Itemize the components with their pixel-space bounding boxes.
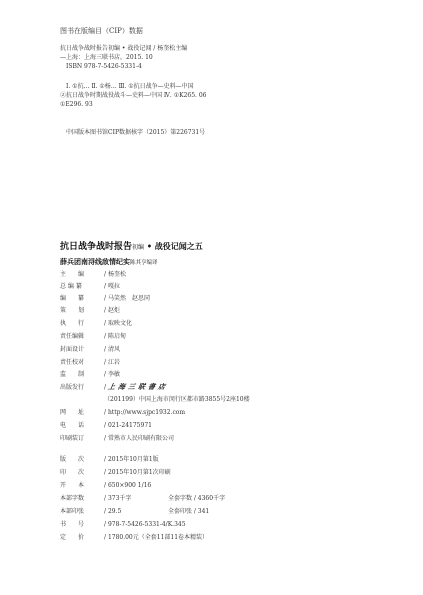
spec-row: 印 次 / 2015年10月第1次印刷 xyxy=(60,469,171,476)
spec-row: 本部印张 / 29.5 全套印张 / 341 xyxy=(60,508,210,515)
credit-row: 策 划 / 赵炬 xyxy=(60,307,120,314)
credit-row: 主 编 / 杨奎松 xyxy=(60,271,126,278)
publisher-website: http://www.sjpc1932.com xyxy=(107,409,186,416)
volume-title-text: 薛兵团南浔线敌情纪实 xyxy=(60,257,130,266)
credit-row: 总 编 纂 / 嘎拉 xyxy=(60,283,120,290)
cip-line: ②抗日战争时期战役战斗—史料—中国 Ⅳ. ①K265. 06 xyxy=(60,92,207,99)
book-title-main: 抗日战争战时报告 xyxy=(60,242,133,252)
cip-line: 抗日战争战时报告初编 • 战役记闻 / 杨奎松主编 xyxy=(60,45,188,52)
cip-line: ISBN 978-7-5426-5331-4 xyxy=(66,63,142,70)
spec-row: 本部字数 / 373千字 全套字数 / 4360千字 xyxy=(60,495,226,502)
spec-row: 定 价 / 1780.00元（全套11部11卷本精装） xyxy=(60,534,209,541)
cip-line: ①E296. 93 xyxy=(60,101,93,108)
volume-title xyxy=(60,257,158,267)
publisher-web-row: 网 址 / http://www.sjpc1932.com xyxy=(60,409,186,416)
spec-row: 版 次 / 2015年10月第1版 xyxy=(60,456,159,463)
cip-heading: 图书在版编目（CIP）数据 xyxy=(60,27,143,35)
credit-row: 编 纂 / 马笑然 赵思同 xyxy=(60,295,150,302)
book-series-part: 初编 xyxy=(132,244,145,251)
volume-editor: 陈其亨编译 xyxy=(130,260,158,266)
publisher-logo: 上海三联書店 xyxy=(107,382,169,391)
cip-record-number: 中国版本图书馆CIP数据核字（2015）第226731号 xyxy=(66,129,206,136)
cip-line: —上海：上海三联书店，2015. 10 xyxy=(60,54,153,61)
book-subtitle: • 战役记闻之五 xyxy=(144,241,203,251)
publisher-tel-row: 电 话 / 021-24175971 xyxy=(60,422,152,429)
publisher-phone: 021-24175971 xyxy=(107,422,152,429)
spec-row: 书 号 / 978-7-5426-5331-4/K.345 xyxy=(60,521,186,528)
spec-row: 开 本 / 650×900 1/16 xyxy=(60,482,152,489)
credit-row: 责任校对 / 江岩 xyxy=(60,359,120,366)
credit-row: 监 制 / 李敏 xyxy=(60,371,120,378)
printer-row: 印刷装订 / 常熟市人民印刷有限公司 xyxy=(60,435,174,442)
credit-row: 责任编辑 / 陈启甸 xyxy=(60,333,126,340)
printer-name: 常熟市人民印刷有限公司 xyxy=(107,435,174,442)
publisher-row: 出版发行 / 上海三联書店 xyxy=(60,382,169,391)
publisher-address: （201199）中国上海市闵行区都市路3855号2座10楼 xyxy=(104,396,250,403)
book-title xyxy=(60,239,203,252)
cip-line: Ⅰ. ①抗… Ⅱ. ①杨… Ⅲ. ①抗日战争—史料—中国 xyxy=(66,83,194,90)
credit-row: 封面设计 / 清风 xyxy=(60,346,120,353)
credit-row: 执 行 / 取映文化 xyxy=(60,320,132,327)
